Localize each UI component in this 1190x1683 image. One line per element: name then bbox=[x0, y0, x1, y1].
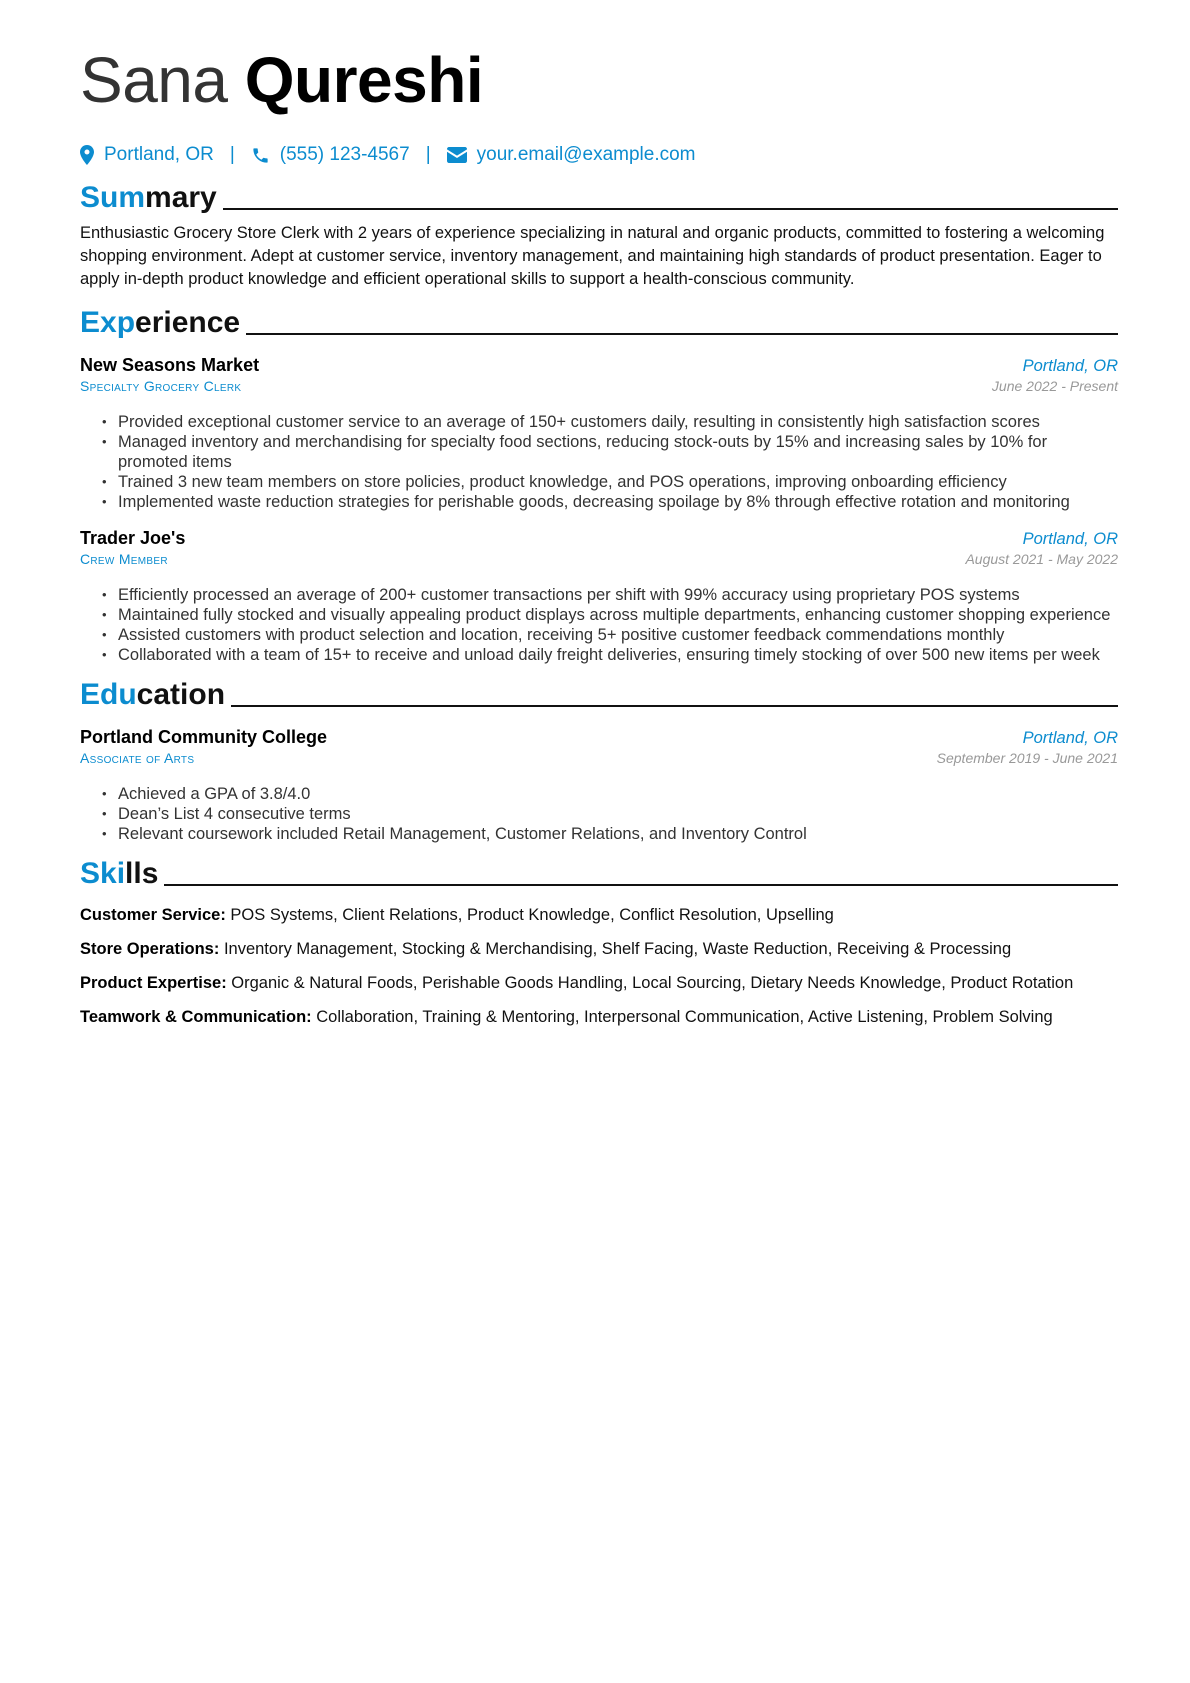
contact-separator: | bbox=[229, 144, 235, 165]
contact-bar bbox=[80, 140, 1118, 170]
entry-location: Portland, OR bbox=[1022, 357, 1118, 375]
phone-text: (555) 123-4567 bbox=[279, 144, 410, 165]
skill-label: Product Expertise: bbox=[80, 974, 227, 992]
section-heading bbox=[80, 852, 1118, 892]
list-item: • Relevant coursework included Retail Management, Customer Relations, and Inventory Control bbox=[118, 824, 1118, 844]
section-divider bbox=[231, 705, 1118, 707]
summary-text: Enthusiastic Grocery Store Clerk with 2 years of experience specializing in natural and organic products, committed to fostering a welcoming shopping environment. Adept at customer service, inventory management, and maintaining high standards of product presentation. Eager to apply in-depth product knowledge and efficient operational skills to support a health-conscious community. bbox=[80, 224, 1105, 288]
contact-location bbox=[80, 144, 214, 166]
job-title: Specialty Grocery Clerk bbox=[80, 378, 242, 394]
employer-name: New Seasons Market bbox=[80, 355, 260, 375]
list-item: • Maintained fully stocked and visually appealing product displays across multiple departments, enhancing customer shopping experience bbox=[118, 605, 1118, 625]
achievement-list bbox=[80, 412, 1118, 512]
last-name: Qureshi bbox=[244, 44, 484, 116]
skill-line bbox=[80, 1006, 1118, 1028]
list-item: • Efficiently processed an average of 200+ customer transactions per shift with 99% accuracy using proprietary POS systems bbox=[118, 585, 1118, 605]
list-item: • Provided exceptional customer service to an average of 150+ customers daily, resulting in consistently high satisfaction scores bbox=[118, 412, 1118, 432]
experience-entry bbox=[80, 355, 1118, 512]
list-item: • Dean’s List 4 consecutive terms bbox=[118, 804, 1118, 824]
skill-label: Teamwork & Communication: bbox=[80, 1008, 312, 1026]
phone-icon bbox=[251, 146, 270, 165]
achievement-list bbox=[80, 784, 1118, 844]
experience-section bbox=[80, 301, 1118, 665]
section-divider bbox=[164, 884, 1118, 886]
section-heading bbox=[80, 673, 1118, 713]
list-item: • Implemented waste reduction strategies for perishable goods, decreasing spoilage by 8% through effective rotation and monitoring bbox=[118, 492, 1118, 512]
contact-separator: | bbox=[425, 144, 431, 165]
education-section bbox=[80, 673, 1118, 844]
contact-phone[interactable] bbox=[251, 144, 410, 166]
job-title: Crew Member bbox=[80, 551, 168, 567]
entry-location: Portland, OR bbox=[1022, 530, 1118, 548]
list-item: • Managed inventory and merchandising for specialty food sections, reducing stock-outs by 15% and increasing sales by 10% for promoted items bbox=[118, 432, 1118, 472]
entry-dates: August 2021 - May 2022 bbox=[965, 551, 1118, 567]
list-item: • Collaborated with a team of 15+ to receive and unload daily freight deliveries, ensuring timely stocking of over 500 new items per week bbox=[118, 645, 1118, 665]
first-name: Sana bbox=[80, 44, 228, 116]
section-heading bbox=[80, 301, 1118, 341]
skill-value: POS Systems, Client Relations, Product Knowledge, Conflict Resolution, Upselling bbox=[225, 906, 834, 924]
skill-value: Organic & Natural Foods, Perishable Goods Handling, Local Sourcing, Dietary Needs Knowledge, Product Rotation bbox=[226, 974, 1074, 992]
skill-value: Inventory Management, Stocking & Merchandising, Shelf Facing, Waste Reduction, Receiving & Processing bbox=[219, 940, 1012, 958]
skill-label: Store Operations: bbox=[80, 940, 220, 958]
section-divider bbox=[223, 208, 1118, 210]
education-entry bbox=[80, 727, 1118, 844]
skill-value: Collaboration, Training & Mentoring, Interpersonal Communication, Active Listening, Problem Solving bbox=[311, 1008, 1053, 1026]
list-item: • Assisted customers with product selection and location, receiving 5+ positive customer feedback commendations monthly bbox=[118, 625, 1118, 645]
candidate-name bbox=[80, 38, 1118, 122]
employer-name: Trader Joe's bbox=[80, 528, 186, 548]
map-pin-icon bbox=[80, 145, 94, 165]
degree-name: Associate of Arts bbox=[80, 750, 195, 766]
entry-location: Portland, OR bbox=[1022, 729, 1118, 747]
experience-entry bbox=[80, 528, 1118, 665]
list-item: • Achieved a GPA of 3.8/4.0 bbox=[118, 784, 1118, 804]
envelope-icon bbox=[447, 147, 467, 163]
skill-line bbox=[80, 938, 1118, 960]
achievement-list bbox=[80, 585, 1118, 665]
resume-page bbox=[80, 38, 1118, 1028]
section-title: Summary bbox=[80, 181, 217, 214]
section-title: Skills bbox=[80, 857, 159, 890]
email-link[interactable]: your.email@example.com bbox=[476, 144, 696, 165]
summary-section bbox=[80, 176, 1118, 291]
section-title: Experience bbox=[80, 306, 241, 339]
section-title: Education bbox=[80, 678, 226, 711]
section-divider bbox=[246, 333, 1118, 335]
section-heading bbox=[80, 176, 1118, 216]
entry-dates: September 2019 - June 2021 bbox=[936, 750, 1118, 766]
contact-email[interactable] bbox=[447, 144, 696, 166]
list-item: • Trained 3 new team members on store policies, product knowledge, and POS operations, improving onboarding efficiency bbox=[118, 472, 1118, 492]
skill-label: Customer Service: bbox=[80, 906, 226, 924]
skill-line bbox=[80, 972, 1118, 994]
skills-section bbox=[80, 852, 1118, 1028]
skill-line bbox=[80, 904, 1118, 926]
school-name: Portland Community College bbox=[80, 727, 328, 747]
location-text: Portland, OR bbox=[104, 144, 214, 165]
entry-dates: June 2022 - Present bbox=[991, 378, 1118, 394]
